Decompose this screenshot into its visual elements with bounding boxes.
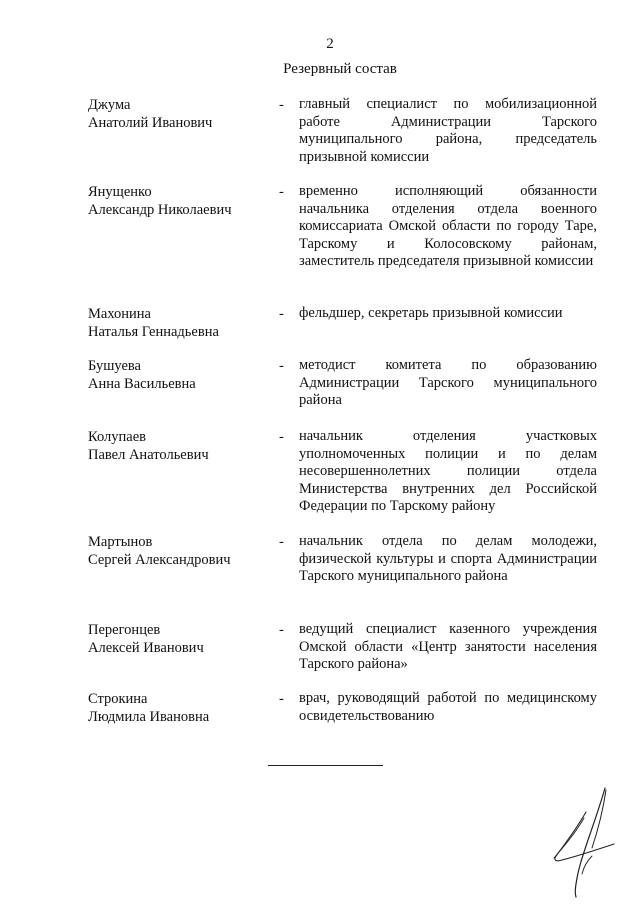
dash-separator: - bbox=[279, 622, 284, 638]
member-last-name: Махонина bbox=[88, 306, 151, 322]
footer-rule bbox=[268, 765, 383, 766]
member-first-middle-name: Людмила Ивановна bbox=[88, 709, 210, 725]
member-last-name: Джума bbox=[88, 97, 131, 113]
member-role: главный специалист по мобилизационной работе Администрации Тарского муниципального района, председатель призывной комиссии bbox=[299, 96, 597, 165]
dash-separator: - bbox=[279, 534, 284, 550]
member-last-name: Колупаев bbox=[88, 429, 146, 445]
page-number: 2 bbox=[326, 36, 334, 52]
member-role: ведущий специалист казенного учреждения Омской области «Центр занятости населения Тарского района» bbox=[299, 621, 597, 673]
member-last-name: Бушуева bbox=[88, 358, 141, 374]
section-title: Резервный состав bbox=[283, 61, 397, 77]
member-role: временно исполняющий обязанности начальника отделения отдела военного комиссариата Омской области по городу Таре, Тарскому и Колосовскому районам, заместитель председателя призывной комиссии bbox=[299, 183, 597, 270]
member-first-middle-name: Анатолий Иванович bbox=[88, 115, 213, 131]
member-last-name: Мартынов bbox=[88, 534, 153, 550]
signature-mark bbox=[548, 786, 618, 898]
member-role: фельдшер, секретарь призывной комиссии bbox=[299, 305, 563, 321]
dash-separator: - bbox=[279, 184, 284, 200]
member-role: начальник отдела по делам молодежи, физической культуры и спорта Администрации Тарского муниципального района bbox=[299, 533, 597, 585]
dash-separator: - bbox=[279, 691, 284, 707]
member-name bbox=[88, 428, 268, 464]
member-name bbox=[88, 96, 268, 132]
member-name bbox=[88, 357, 268, 393]
member-last-name: Строкина bbox=[88, 691, 148, 707]
member-last-name: Янущенко bbox=[88, 184, 152, 200]
member-role: начальник отделения участковых уполномоченных полиции и по делам несовершеннолетних полиции отдела Министерства внутренних дел Российской Федерации по Тарскому району bbox=[299, 428, 597, 515]
dash-separator: - bbox=[279, 358, 284, 374]
member-name bbox=[88, 690, 268, 726]
dash-separator: - bbox=[279, 97, 284, 113]
dash-separator: - bbox=[279, 429, 284, 445]
member-first-middle-name: Алексей Иванович bbox=[88, 640, 204, 656]
member-first-middle-name: Александр Николаевич bbox=[88, 202, 232, 218]
dash-separator: - bbox=[279, 306, 284, 322]
member-first-middle-name: Наталья Геннадьевна bbox=[88, 324, 219, 340]
member-name bbox=[88, 183, 268, 219]
member-role: методист комитета по образованию Администрации Тарского муниципального района bbox=[299, 357, 597, 409]
member-first-middle-name: Павел Анатольевич bbox=[88, 447, 209, 463]
member-last-name: Перегонцев bbox=[88, 622, 161, 638]
member-role: врач, руководящий работой по медицинскому освидетельствованию bbox=[299, 690, 597, 724]
member-name bbox=[88, 621, 268, 657]
member-first-middle-name: Сергей Александрович bbox=[88, 552, 231, 568]
member-name bbox=[88, 533, 268, 569]
member-first-middle-name: Анна Васильевна bbox=[88, 376, 196, 392]
member-name bbox=[88, 305, 268, 341]
